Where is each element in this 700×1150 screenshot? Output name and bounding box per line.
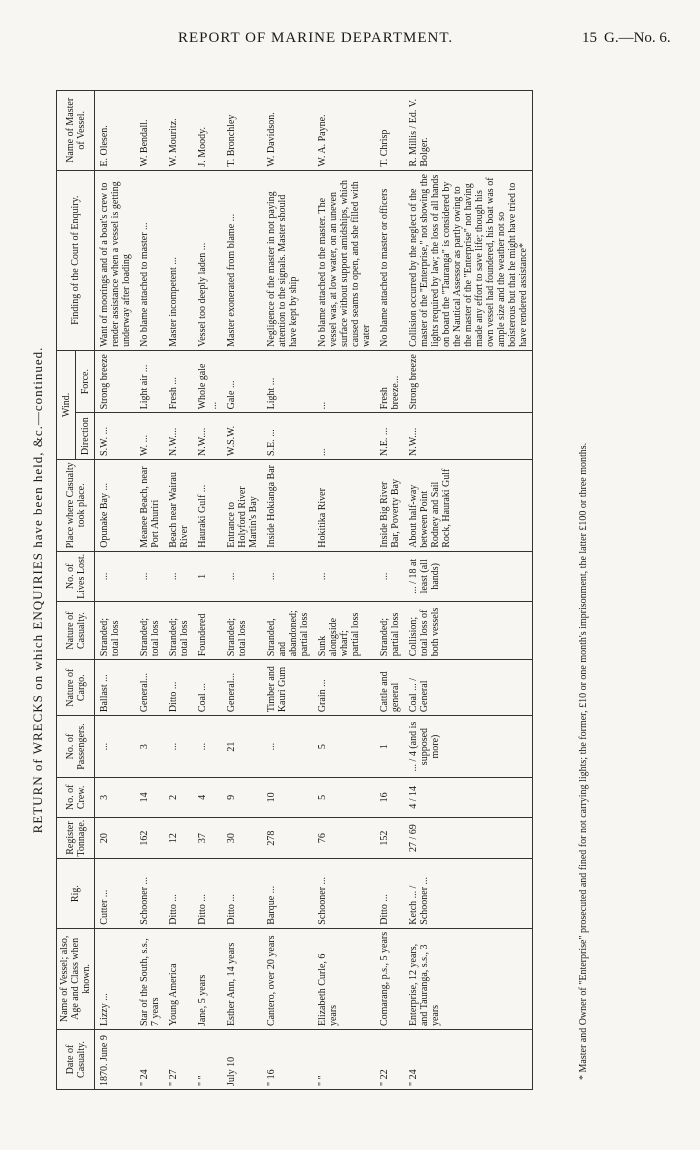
cell-name: Elizabeth Curle, 6 years — [313, 928, 375, 1029]
cell-master: T. Chrisp — [375, 91, 404, 171]
cell-direction: W. ... — [135, 413, 164, 460]
table-row — [95, 91, 136, 1090]
cell-lives: ... — [313, 551, 375, 601]
cell-cargo: Timber and Kauri Gum — [262, 660, 313, 716]
table-header-row — [57, 91, 76, 1090]
cell-passengers: ... — [95, 716, 136, 778]
cell-cargo: General... — [135, 660, 164, 716]
cell-crew: 4 — [193, 777, 222, 817]
cell-crew: 5 — [313, 777, 375, 817]
cell-rig: Ditto ... — [375, 859, 404, 928]
header-name: Name of Vessel; also, Age and Class when known. — [57, 928, 95, 1029]
cell-date: " 24 — [404, 1030, 533, 1090]
cell-force: Light air ... — [135, 350, 164, 413]
cell-date: " " — [313, 1030, 375, 1090]
header-crew: No. of Crew. — [57, 777, 95, 817]
cell-place: Entrance to Holyford River Martin's Bay — [222, 459, 262, 551]
running-head — [0, 30, 700, 54]
cell-passengers: ... / 4 (and is supposed more) — [404, 716, 533, 778]
cell-master: E. Olesen. — [95, 91, 136, 171]
table-row — [404, 91, 533, 1090]
cell-force: Strong breeze — [404, 350, 533, 413]
cell-direction: N.E. ... — [375, 413, 404, 460]
cell-finding: No blame attached to master ... — [135, 170, 164, 350]
cell-date: " 24 — [135, 1030, 164, 1090]
table-row — [262, 91, 313, 1090]
cell-lives: ... — [135, 551, 164, 601]
cell-place: Hauraki Gulf ... — [193, 459, 222, 551]
cell-name: Cantero, over 20 years — [262, 928, 313, 1029]
header-finding: Finding of the Court of Enquiry. — [57, 170, 95, 350]
cell-rig: Schooner ... — [313, 859, 375, 928]
cell-finding: No blame attached to the master. The vessel was, at low water, on an uneven surface without support amidships, which caused seams to open, and she filled with water — [313, 170, 375, 350]
table-body — [95, 91, 533, 1090]
header-casualty: Nature of Casualty. — [57, 601, 95, 659]
cell-place: About half-way between Point Rodney and Sail Rock, Hauraki Gulf — [404, 459, 533, 551]
cell-name: Young America — [164, 928, 193, 1029]
cell-casualty: Sunk alongside wharf; partial loss — [313, 601, 375, 659]
cell-tonnage: 152 — [375, 817, 404, 859]
header-passengers: No. of Passengers. — [57, 716, 95, 778]
cell-rig: Barque ... — [262, 859, 313, 928]
cell-crew: 4 / 14 — [404, 777, 533, 817]
header-wind: Wind. — [57, 350, 76, 459]
cell-direction: S.E. ... — [262, 413, 313, 460]
table-row — [164, 91, 193, 1090]
cell-cargo: Coal ... / General — [404, 660, 533, 716]
cell-direction: W.S.W. — [222, 413, 262, 460]
footnote: * Master and Owner of "Enterprise" prosecuted and fined for not carrying lights; the former, £10 or one month's imprisonment, the latter £100 or three months. — [578, 442, 589, 1080]
cell-cargo: Cattle and general — [375, 660, 404, 716]
cell-casualty: Stranded, and abandoned; partial loss — [262, 601, 313, 659]
cell-rig: Ditto ... — [193, 859, 222, 928]
cell-cargo: Ditto ... — [164, 660, 193, 716]
header-lives: No. of Lives Lost. — [57, 551, 95, 601]
cell-lives: ... — [262, 551, 313, 601]
cell-crew: 10 — [262, 777, 313, 817]
cell-crew: 2 — [164, 777, 193, 817]
header-force: Force. — [76, 350, 95, 413]
cell-passengers: ... — [164, 716, 193, 778]
cell-finding: Master exonerated from blame ... — [222, 170, 262, 350]
cell-force: ... — [313, 350, 375, 413]
cell-tonnage: 30 — [222, 817, 262, 859]
cell-date: July 10 — [222, 1030, 262, 1090]
cell-casualty: Foundered — [193, 601, 222, 659]
cell-name: Star of the South, s.s., 7 years — [135, 928, 164, 1029]
cell-tonnage: 76 — [313, 817, 375, 859]
cell-passengers: ... — [262, 716, 313, 778]
cell-place: Opunake Bay ... — [95, 459, 136, 551]
cell-tonnage: 162 — [135, 817, 164, 859]
cell-rig: Cutter ... — [95, 859, 136, 928]
cell-passengers: ... — [193, 716, 222, 778]
cell-name: Jane, 5 years — [193, 928, 222, 1029]
cell-direction: ... — [313, 413, 375, 460]
header-place: Place where Casualty took place. — [57, 459, 95, 551]
cell-master: J. Moody. — [193, 91, 222, 171]
cell-direction: N.W.... — [193, 413, 222, 460]
cell-master: R. Millis / Ed. V. Bolger. — [404, 91, 533, 171]
header-rig: Rig. — [57, 859, 95, 928]
cell-tonnage: 37 — [193, 817, 222, 859]
cell-finding: No blame attached to master or officers — [375, 170, 404, 350]
cell-force: Light ... — [262, 350, 313, 413]
cell-direction: S.W. ... — [95, 413, 136, 460]
cell-force: Fresh ... — [164, 350, 193, 413]
report-title: REPORT OF MARINE DEPARTMENT. — [178, 30, 454, 46]
header-master: Name of Master of Vessel. — [57, 91, 95, 171]
cell-place: Meanee Beach, near Port Ahuriri — [135, 459, 164, 551]
cell-crew: 14 — [135, 777, 164, 817]
header-tonnage: Register Tonnage. — [57, 817, 95, 859]
cell-date: 1870. June 9 — [95, 1030, 136, 1090]
cell-rig: Schooner ... — [135, 859, 164, 928]
cell-rig: Ketch ... / Schooner ... — [404, 859, 533, 928]
cell-passengers: 5 — [313, 716, 375, 778]
cell-rig: Ditto ... — [164, 859, 193, 928]
cell-master: W. A. Payne. — [313, 91, 375, 171]
header-date: Date of Casualty. — [57, 1030, 95, 1090]
table-row — [193, 91, 222, 1090]
cell-casualty: Stranded; total loss — [95, 601, 136, 659]
cell-cargo: Grain ... — [313, 660, 375, 716]
cell-tonnage: 20 — [95, 817, 136, 859]
cell-master: T. Bronchley — [222, 91, 262, 171]
cell-cargo: General... — [222, 660, 262, 716]
cell-lives: ... — [95, 551, 136, 601]
cell-lives: ... / 18 at least (all hands) — [404, 551, 533, 601]
cell-finding: Want of moorings and of a boat's crew to render assistance when a vessel is getting underway after loading — [95, 170, 136, 350]
cell-finding: Master incompetent ... — [164, 170, 193, 350]
cell-cargo: Ballast ... — [95, 660, 136, 716]
cell-date: " 22 — [375, 1030, 404, 1090]
cell-force: Fresh breeze... — [375, 350, 404, 413]
cell-place: Beach near Wairau River — [164, 459, 193, 551]
cell-lives: ... — [164, 551, 193, 601]
cell-tonnage: 27 / 69 — [404, 817, 533, 859]
header-direction: Direction — [76, 413, 95, 460]
cell-casualty: Stranded; total loss — [135, 601, 164, 659]
cell-lives: 1 — [193, 551, 222, 601]
cell-date: " " — [193, 1030, 222, 1090]
cell-direction: N.W.... — [404, 413, 533, 460]
cell-master: W. Davidson. — [262, 91, 313, 171]
cell-direction: N.W.... — [164, 413, 193, 460]
table-row — [375, 91, 404, 1090]
table-row — [313, 91, 375, 1090]
cell-force: Strong breeze — [95, 350, 136, 413]
cell-tonnage: 12 — [164, 817, 193, 859]
table-row — [135, 91, 164, 1090]
cell-master: W. Mouritz. — [164, 91, 193, 171]
document-number: G.—No. 6. — [604, 30, 671, 46]
cell-crew: 3 — [95, 777, 136, 817]
cell-passengers: 1 — [375, 716, 404, 778]
cell-master: W. Bendall. — [135, 91, 164, 171]
table-caption: RETURN of WRECKS on which ENQUIRIES have been held, &c.—continued. — [30, 346, 45, 834]
cell-finding: Vessel too deeply laden ... — [193, 170, 222, 350]
cell-passengers: 3 — [135, 716, 164, 778]
cell-finding: Negligence of the master in not paying attention to the signals. Master should have kept by ship — [262, 170, 313, 350]
header-cargo: Nature of Cargo. — [57, 660, 95, 716]
cell-lives: ... — [375, 551, 404, 601]
cell-cargo: Coal ... — [193, 660, 222, 716]
cell-place: Inside Hokianga Bar — [262, 459, 313, 551]
cell-tonnage: 278 — [262, 817, 313, 859]
cell-date: " 27 — [164, 1030, 193, 1090]
rotated-table-page — [30, 90, 600, 1090]
cell-name: Esther Ann, 14 years — [222, 928, 262, 1029]
cell-date: " 16 — [262, 1030, 313, 1090]
cell-name: Lizzy ... — [95, 928, 136, 1029]
cell-casualty: Collision; total loss of both vessels — [404, 601, 533, 659]
cell-place: Hokitika River — [313, 459, 375, 551]
cell-place: Inside Big River Bar, Poverty Bay — [375, 459, 404, 551]
cell-force: Gale ... — [222, 350, 262, 413]
table-row — [222, 91, 262, 1090]
cell-name: Comarang, p.s., 5 years — [375, 928, 404, 1029]
cell-crew: 16 — [375, 777, 404, 817]
cell-force: Whole gale ... — [193, 350, 222, 413]
cell-crew: 9 — [222, 777, 262, 817]
wrecks-return-table — [56, 90, 533, 1090]
cell-rig: Ditto ... — [222, 859, 262, 928]
cell-casualty: Stranded; partial loss — [375, 601, 404, 659]
cell-casualty: Stranded; total loss — [164, 601, 193, 659]
cell-passengers: 21 — [222, 716, 262, 778]
cell-name: Enterprise, 12 years, and Tauranga, s.s., 3 years — [404, 928, 533, 1029]
cell-casualty: Stranded; total loss — [222, 601, 262, 659]
page-number: 15 — [582, 30, 597, 46]
cell-finding: Collision occurred by the neglect of the master of the "Enterprise," not showing the lights required by law; the loss of all hands on board the "Tauranga" is considered by the Nautical Assessor as partly owing to the master of the "Enterprise" not having made any effort to save life; though his own vessel had foundered, his boat was of ample size and the weather not so boisterous but that he might have tried to have rendered assistance* — [404, 170, 533, 350]
cell-lives: ... — [222, 551, 262, 601]
